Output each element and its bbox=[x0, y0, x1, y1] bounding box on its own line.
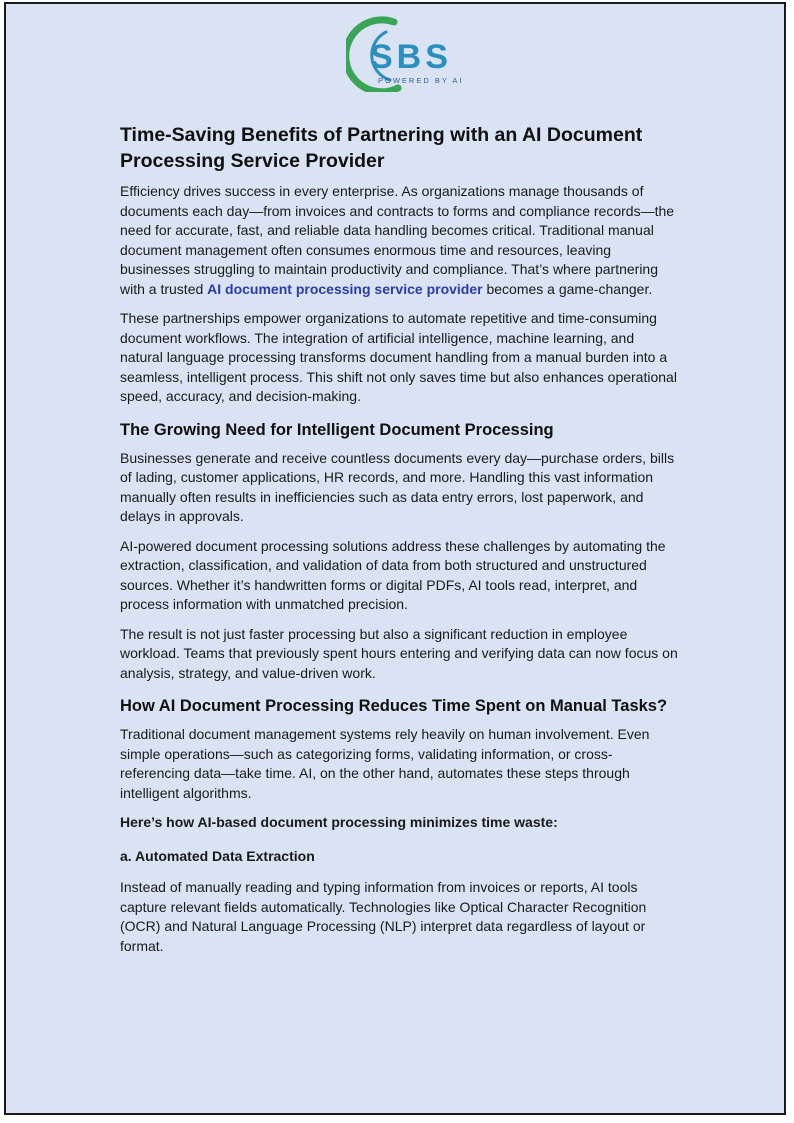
section-heading-growing-need: The Growing Need for Intelligent Document Processing bbox=[120, 420, 554, 439]
logo-tagline: POWERED BY AI bbox=[378, 76, 464, 85]
ai-document-processing-link[interactable]: AI document processing service provider bbox=[207, 280, 483, 297]
section1-paragraph-1: Businesses generate and receive countless documents every day—purchase orders, bills of lading, customer applications, HR records, and more. Handling this vast information manually often results in inefficiencies such as data entry errors, lost paperwork, and delays in approvals. bbox=[120, 449, 675, 524]
article-body bbox=[120, 122, 680, 966]
section2-lead: Here’s how AI-based document processing minimizes time waste: bbox=[120, 814, 558, 830]
section2-paragraph-1: Traditional document management systems rely heavily on human involvement. Even simple operations—such as categorizing forms, validating information, or cross-referencing data—take time. AI, on the other hand, automates these steps through intelligent algorithms. bbox=[120, 726, 650, 801]
article-title: Time-Saving Benefits of Partnering with an AI Document Processing Service Provider bbox=[120, 124, 643, 172]
intro-p1-text: Efficiency drives success in every enterprise. As organizations manage thousands of documents each day—from invoices and contracts to forms and compliance records—the need for accurate, fast, and reliable data handling becomes critical. Traditional manual document management often consumes enormous time and resources, leaving businesses struggling to maintain productivity and compliance. That’s where partnering with a trusted bbox=[120, 183, 675, 297]
intro-paragraph-1 bbox=[120, 182, 680, 299]
section1-paragraph-2: AI-powered document processing solutions address these challenges by automating the extraction, classification, and validation of data from both structured and unstructured sources. Whether it’s handwritten forms or digital PDFs, AI tools read, interpret, and process information with unmatched precision. bbox=[120, 537, 666, 612]
logo-mark bbox=[346, 16, 486, 92]
document-page bbox=[4, 2, 786, 1115]
intro-p1-text-end: becomes a game-changer. bbox=[482, 280, 653, 297]
section1-paragraph-3: The result is not just faster processing but also a significant reduction in employee workload. Teams that previously spent hours entering and verifying data can now focus on analysis, strategy, and value-driven work. bbox=[120, 625, 678, 681]
section-heading-reduces-time: How AI Document Processing Reduces Time Spent on Manual Tasks? bbox=[120, 697, 668, 715]
logo-text: SBS bbox=[370, 38, 452, 76]
sbs-logo bbox=[346, 16, 486, 92]
subsection-paragraph: Instead of manually reading and typing information from invoices or reports, AI tools capture relevant fields automatically. Technologies like Optical Character Recognition (OCR) and Natural Language Processing (NLP) interpret data regardless of layout or format. bbox=[120, 879, 647, 954]
subheading-automated-data-extraction: a. Automated Data Extraction bbox=[120, 847, 315, 864]
intro-paragraph-2: These partnerships empower organizations to automate repetitive and time-consuming document workflows. The integration of artificial intelligence, machine learning, and natural language processing transforms document handling from a manual burden into a seamless, intelligent process. This shift not only saves time but also enhances operational speed, accuracy, and decision-making. bbox=[120, 310, 677, 404]
